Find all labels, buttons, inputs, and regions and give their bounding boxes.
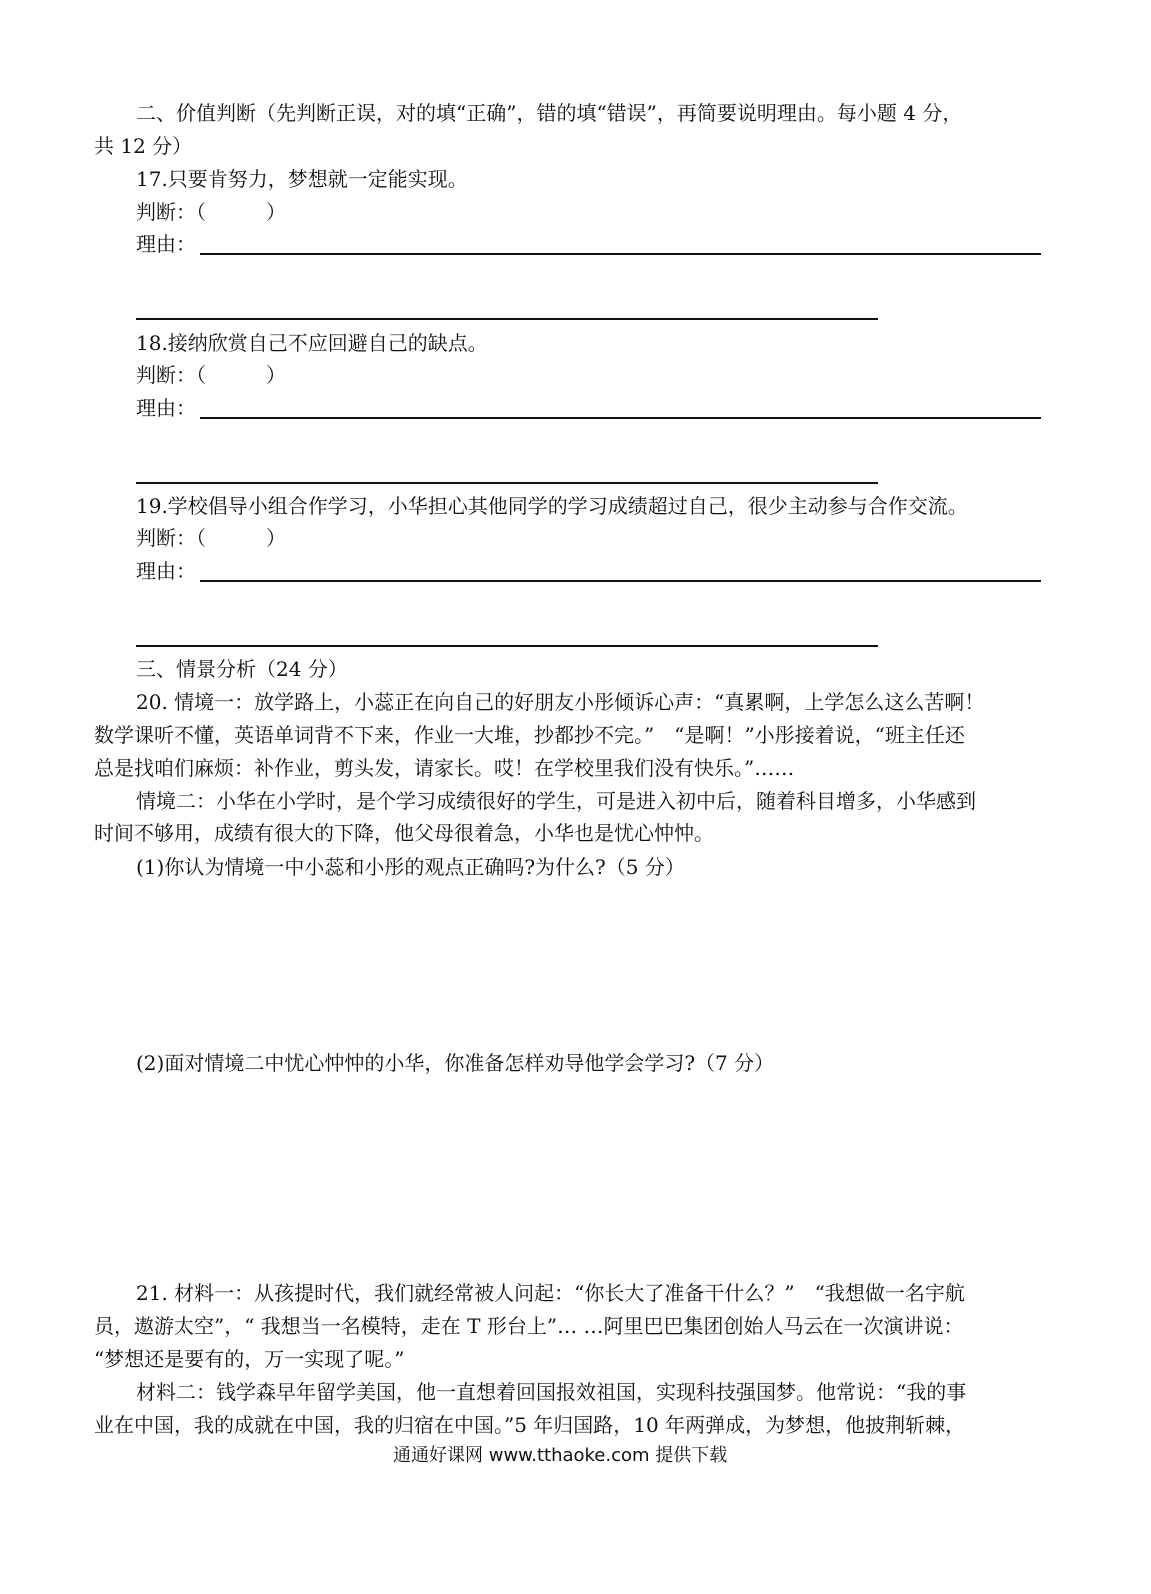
question-18-statement: 18.接纳欣赏自己不应回避自己的缺点。	[136, 331, 488, 355]
question-18-answer-line-1[interactable]	[200, 417, 1041, 419]
question-21-material2-line2: 业在中国，我的成就在中国，我的归宿在中国。”5 年归国路，10 年两弹成，为梦想，他披荆斩棘，	[94, 1413, 966, 1437]
question-21-material1-line3: “梦想还是要有的，万一实现了呢。”	[94, 1347, 405, 1371]
question-17-answer-line-1[interactable]	[200, 253, 1041, 255]
question-20-scene1-line2: 数学课听不懂，英语单词背不下来，作业一大堆，抄都抄不完。” “是啊！”小彤接着说，“班主任还	[94, 723, 965, 747]
section2-heading-line1: 二、价值判断（先判断正误，对的填“正确”，错的填“错误”，再简要说明理由。每小题 4 分，	[136, 101, 963, 125]
question-18-answer-line-2[interactable]	[136, 482, 878, 484]
question-17-answer-line-2[interactable]	[136, 318, 878, 320]
question-21-material1-line1: 21. 材料一：从孩提时代，我们就经常被人问起：“你长大了准备干什么？” “我想做一名宇航	[136, 1281, 965, 1305]
question-17-judge-label: 判断：（ ）	[136, 200, 286, 224]
question-17-statement: 17.只要肯努力，梦想就一定能实现。	[136, 167, 468, 191]
question-20-scene2-line2: 时间不够用，成绩有很大的下降，他父母很着急，小华也是忧心忡忡。	[94, 821, 714, 845]
question-19-reason-label: 理由：	[136, 559, 196, 583]
question-17-reason-label: 理由：	[136, 232, 196, 256]
question-19-answer-line-2[interactable]	[136, 645, 878, 647]
footer-source-credit: 通通好课网 www.tthaoke.com 提供下载	[393, 1445, 728, 1466]
question-19-answer-line-1[interactable]	[200, 580, 1041, 582]
section3-heading: 三、情景分析（24 分）	[136, 657, 348, 681]
question-20-scene2-line1: 情境二：小华在小学时，是个学习成绩很好的学生，可是进入初中后，随着科目增多，小华感到	[136, 789, 976, 813]
question-19-statement: 19.学校倡导小组合作学习，小华担心其他同学的学习成绩超过自己，很少主动参与合作交流。	[136, 494, 968, 518]
question-18-judge-label: 判断：（ ）	[136, 363, 286, 387]
question-20-scene1-line1: 20. 情境一：放学路上，小蕊正在向自己的好朋友小彤倾诉心声：“真累啊，上学怎么这么苦啊！	[136, 690, 985, 714]
question-20-sub2: (2)面对情境二中忧心忡忡的小华，你准备怎样劝导他学会学习?（7 分）	[136, 1051, 775, 1075]
question-19-judge-label: 判断：（ ）	[136, 526, 286, 550]
section2-heading-line2: 共 12 分）	[94, 134, 193, 158]
question-20-scene1-line3: 总是找咱们麻烦：补作业，剪头发，请家长。哎！在学校里我们没有快乐。”……	[94, 756, 795, 780]
question-18-reason-label: 理由：	[136, 396, 196, 420]
question-20-sub1: (1)你认为情境一中小蕊和小彤的观点正确吗?为什么?（5 分）	[136, 855, 685, 879]
question-21-material1-line2: 员，遨游太空”，“ 我想当一名模特，走在 T 形台上”… …阿里巴巴集团创始人马云在一次演讲说：	[94, 1314, 964, 1338]
question-21-material2-line1: 材料二：钱学森早年留学美国，他一直想着回国报效祖国，实现科技强国梦。他常说：“我的事	[136, 1380, 967, 1404]
